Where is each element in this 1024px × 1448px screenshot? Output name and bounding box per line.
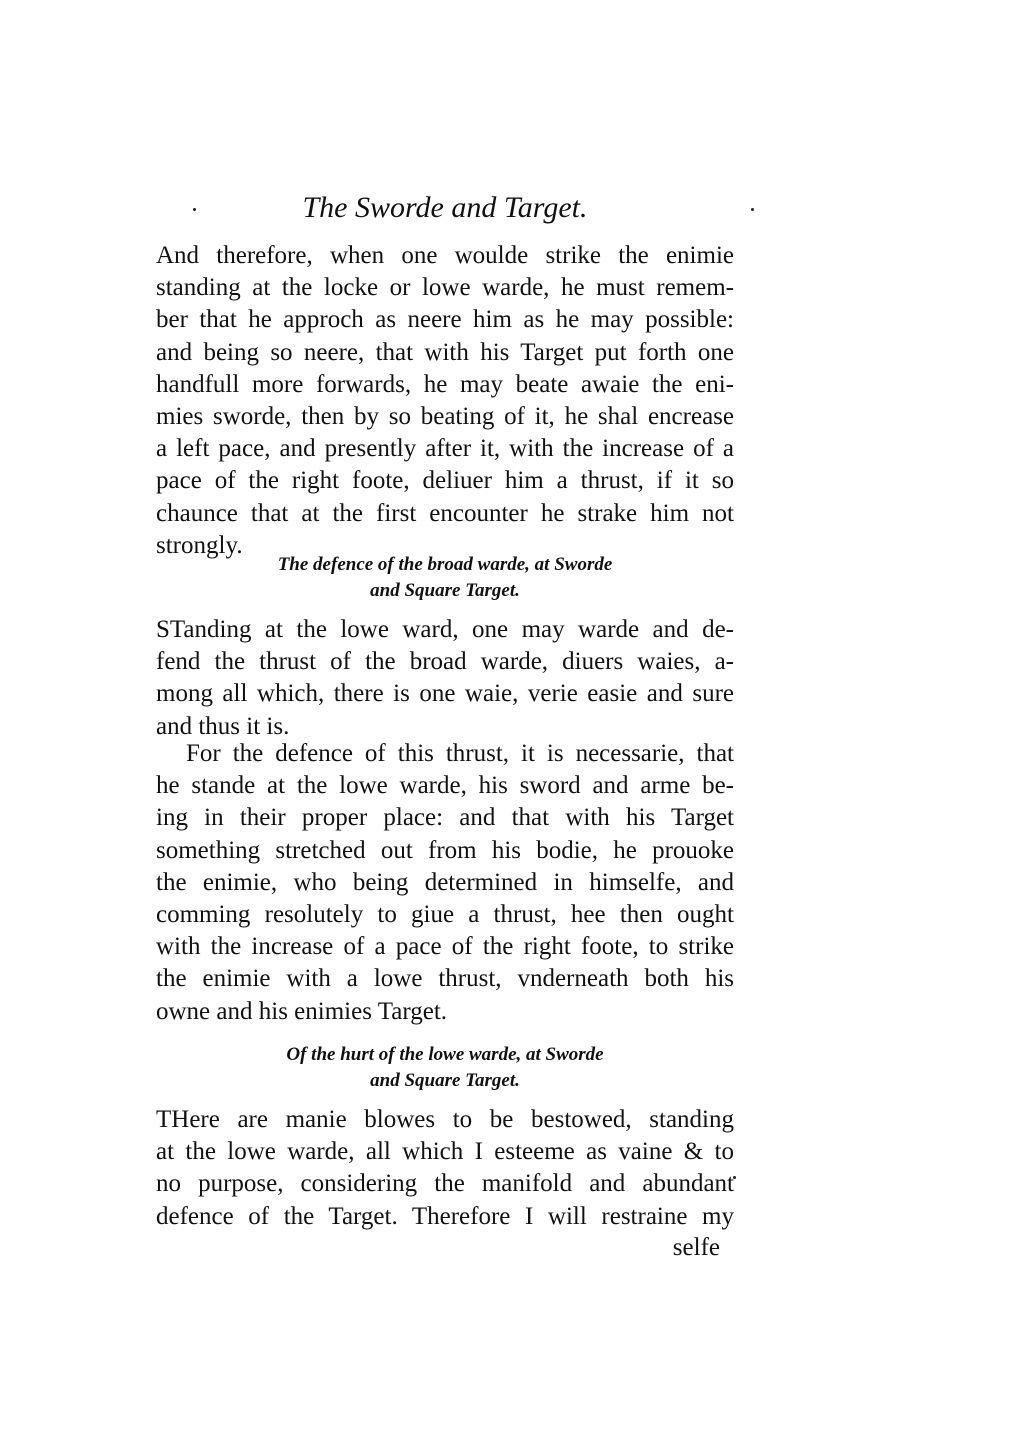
text-line: a left pace, and presently after it, with the increase of a [156,435,734,463]
text-line: comming resolutely to giue a thrust, hee then ought [156,901,734,929]
text-line: chaunce that at the first encounter he strake him not [156,499,734,527]
text-line: standing at the locke or lowe warde, he must remem- [156,274,734,302]
heading-line: and Square Target. [370,580,520,601]
text-line: mies sworde, then by so beating of it, he shal encrease [156,403,734,431]
text-line: owne and his enimies Target. [156,997,448,1025]
text-line: THere are manie blowes to be bestowed, standing [156,1106,734,1133]
heading-line: The defence of the broad warde, at Sworde [277,554,613,575]
section-heading [156,552,734,604]
text-line: something stretched out from his bodie, he prouoke [156,836,734,864]
paragraph-text [156,1104,734,1233]
heading-line: and Square Target. [370,1070,520,1091]
text-line: mong all which, there is one waie, verie easie and sure [156,680,734,708]
text-line: defence of the Target. Therefore I will restraine my [156,1202,734,1230]
heading-text [156,1042,734,1094]
running-head: The Sworde and Target. [302,191,588,224]
text-line: the enimie with a lowe thrust, vnderneath both his [156,965,734,993]
section-paragraph [156,1104,734,1233]
text-line: and being so neere, that with his Target put forth one [156,338,734,366]
text-line: with the increase of a pace of the right foote, to strike [156,933,734,961]
text-line: For the defence of this thrust, it is necessarie, that [186,740,734,767]
paragraph-text [156,240,734,562]
text-line: and thus it is. [156,712,290,740]
text-line: pace of the right foote, deliuer him a thrust, if it so [156,467,734,495]
scan-speck [751,208,754,211]
section-paragraph [156,614,734,743]
text-line: And therefore, when one woulde strike the enimie [156,242,734,269]
heading-text [156,552,734,604]
paragraph-text [156,614,734,743]
text-line: ing in their proper place: and that with his Target [156,804,734,832]
text-line: at the lowe warde, all which I esteeme as vaine & to [156,1138,734,1166]
section-paragraph [156,738,734,1028]
text-line: handfull more forwards, he may beate awaie the eni- [156,370,734,398]
paragraph-continuation [156,240,734,562]
section-heading [156,1042,734,1094]
paragraph-text [156,738,734,1028]
text-line: he stande at the lowe warde, his sword and arme be- [156,772,734,800]
text-line: the enimie, who being determined in himselfe, and [156,868,734,896]
text-line: strongly. [156,531,243,559]
text-line: STanding at the lowe ward, one may warde and de- [156,616,734,643]
text-line: fend the thrust of the broad warde, diuers waies, a- [156,648,734,676]
text-line: no purpose, considering the manifold and abundant [156,1170,734,1198]
heading-line: Of the hurt of the lowe warde, at Sworde [286,1044,604,1065]
text-line: ber that he approch as neere him as he may possible: [156,306,734,334]
catchword: selfe [672,1234,720,1261]
